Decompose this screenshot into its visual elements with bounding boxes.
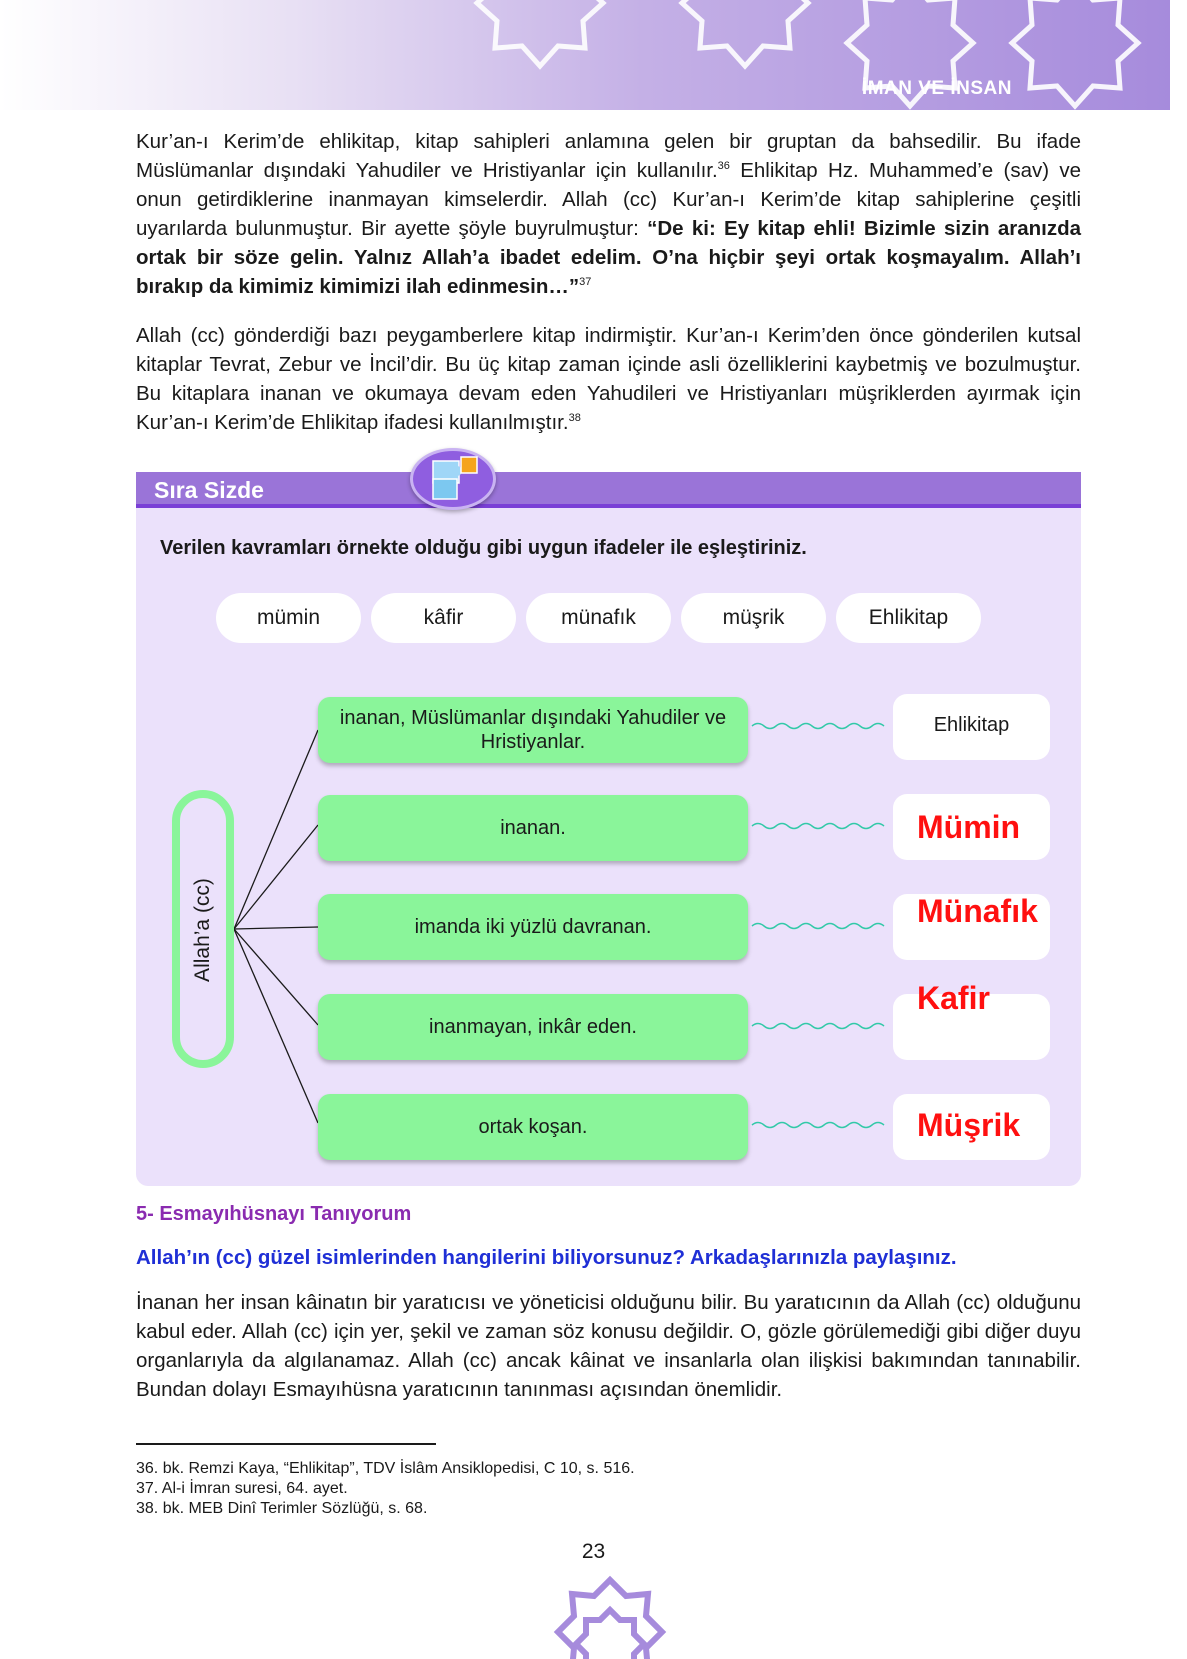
phrase-box: inanan, Müslümanlar dışındaki Yahudiler ve Hristiyanlar. — [318, 697, 748, 763]
intro-paragraph: Kur’an-ı Kerim’de ehlikitap, kitap sahipleri anlamına gelen bir gruptan da bahsedilir. Bu ifade Müslümanlar dışındaki Yahudiler ve Hristiyanlar için kullanılır.$^{36}$ Ehlikitap Hz. Muhammed’e (sav) ve onun getirdiklerine inanmayan kimselerdir. Allah (cc) Kur’an-ı Kerim’de kitap sahiplerine çeşitli uyarılarda bulunmuştur. Bir ayette şöyle buyrulmuştur: “De ki: Ey kitap ehli! Bizimle sizin aranızda ortak bir söze gelin. Yalnız Allah’a ibadet edelim. O’na hiçbir şeyi ortak koşmayalım. Allah’ı bırakıp da kimimiz kimimizi ilah edinmesin…”$^{37}$ — [136, 130, 1081, 298]
page-number: 23 — [581, 1540, 606, 1563]
handwritten-answer: Mümin — [917, 809, 1021, 845]
term-pill: mümin — [216, 593, 361, 643]
footnote-divider — [136, 1443, 436, 1445]
section-question: Allah’ın (cc) güzel isimlerinden hangilerini biliyorsunuz? Arkadaşlarınızla paylaşınız. — [136, 1246, 957, 1269]
term-pill: müşrik — [681, 593, 826, 643]
second-paragraph: Allah (cc) gönderdiği bazı peygamberlere kitap indirmiştir. Kur’an-ı Kerim’den önce gönderilen kutsal kitaplar Tevrat, Zebur ve İncil’dir. Bu üç kitap zaman içinde asli özelliklerini kaybetmiş ve bozulmuştur. Bu kitaplara inanan ve okumaya devam eden Yahudileri ve Hristiyanları müşriklerden ayırmak için Kur’an-ı Kerim’de Ehlikitap ifadesi kullanılmıştır.$^{38}$ — [136, 324, 1081, 434]
term-pill: kâfir — [371, 593, 516, 643]
handwritten-answer: Müşrik — [917, 1107, 1021, 1143]
phrase-box: ortak koşan. — [318, 1094, 748, 1160]
footnote: 37. Al-i İmran suresi, 64. ayet. — [136, 1480, 348, 1497]
term-pill: Ehlikitap — [836, 593, 981, 643]
section-heading: 5- Esmayıhüsnayı Tanıyorum — [136, 1203, 412, 1225]
phrase-box: imanda iki yüzlü davranan. — [318, 894, 748, 960]
phrase-box: inanan. — [318, 795, 748, 861]
footnote: 38. bk. MEB Dinî Terimler Sözlüğü, s. 68. — [136, 1500, 428, 1517]
example-answer: Ehlikitap — [933, 714, 1010, 736]
pillar-label: Allah’a (cc) — [191, 878, 214, 982]
term-pill: münafık — [526, 593, 671, 643]
header-title: İMAN VE İNSAN — [861, 78, 1012, 99]
phrase-box: inanmayan, inkâr eden. — [318, 994, 748, 1060]
activity-instruction: Verilen kavramları örnekte olduğu gibi uygun ifadeler ile eşleştiriniz. — [160, 537, 807, 559]
activity-title: Sıra Sizde — [154, 477, 264, 503]
handwritten-answer: Münafık — [917, 893, 1038, 929]
footnote: 36. bk. Remzi Kaya, “Ehlikitap”, TDV İslâm Ansiklopedisi, C 10, s. 516. — [136, 1460, 635, 1477]
footer-star-ornament — [520, 1568, 700, 1659]
handwritten-answer: Kafir — [917, 980, 990, 1016]
section-paragraph: İnanan her insan kâinatın bir yaratıcısı ve yöneticisi olduğunu bilir. Bu yaratıcının da Allah (cc) olduğunu kabul eder. Allah (cc) için yer, şekil ve zaman söz konusu değildir. O, gözle görülemediği gibi diğer duyu organlarıyla da algılanamaz. Allah (cc) ancak kâinat ve insanlarla olan ilişkisi bakımından tanınabilir. Bundan dolayı Esmayıhüsna yaratıcının tanınması açısından önemlidir. — [136, 1291, 1081, 1401]
